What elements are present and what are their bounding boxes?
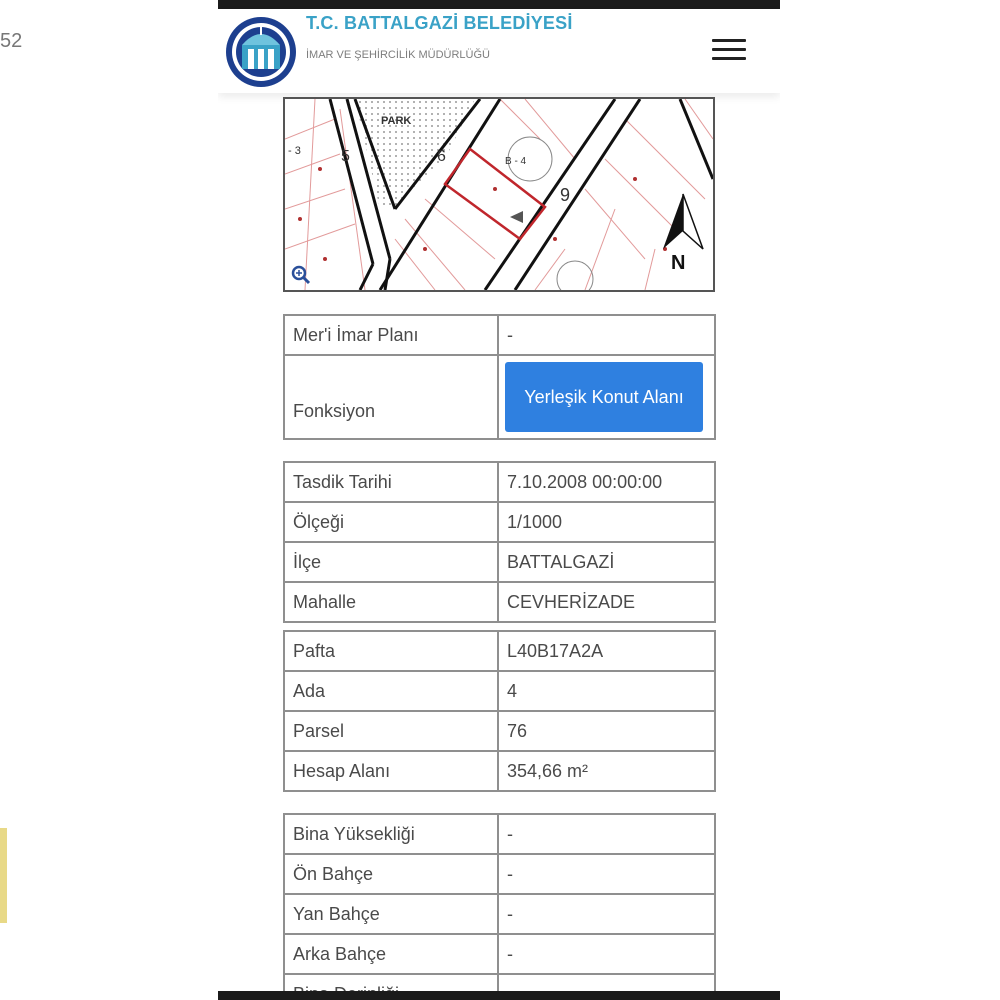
app-header xyxy=(218,9,780,93)
row-label: Hesap Alanı xyxy=(284,751,498,791)
map-label-n: N xyxy=(671,252,686,274)
municipality-logo-icon xyxy=(224,15,298,89)
menu-line xyxy=(712,48,746,51)
row-label: Ölçeği xyxy=(284,502,498,542)
table-row xyxy=(284,631,715,671)
table-row xyxy=(284,934,715,974)
row-label: Ön Bahçe xyxy=(284,854,498,894)
row-value: BATTALGAZİ xyxy=(498,542,715,582)
parcel-table xyxy=(283,630,716,792)
map-label-five: 5 xyxy=(341,148,350,165)
row-label: Ada xyxy=(284,671,498,711)
menu-line xyxy=(712,57,746,60)
plan-table xyxy=(283,314,716,440)
phone-screen xyxy=(218,0,780,1000)
approval-table xyxy=(283,461,716,623)
zoning-map-drawing xyxy=(285,99,713,290)
row-label: Tasdik Tarihi xyxy=(284,462,498,502)
row-value: 1/1000 xyxy=(498,502,715,542)
table-row xyxy=(284,854,715,894)
row-value: - xyxy=(498,814,715,854)
left-decoration xyxy=(0,828,7,923)
table-row xyxy=(284,671,715,711)
row-label: Parsel xyxy=(284,711,498,751)
table-row xyxy=(284,355,715,439)
row-label: Mer'i İmar Planı xyxy=(284,315,498,355)
row-label: Bina Yüksekliği xyxy=(284,814,498,854)
menu-line xyxy=(712,39,746,42)
row-value: L40B17A2A xyxy=(498,631,715,671)
zoning-map[interactable] xyxy=(283,97,715,292)
map-label-three: - 3 xyxy=(288,145,301,157)
row-value: - xyxy=(498,894,715,934)
row-label: Mahalle xyxy=(284,582,498,622)
table-row xyxy=(284,462,715,502)
table-row xyxy=(284,502,715,542)
row-label: İlçe xyxy=(284,542,498,582)
corner-text: 52 xyxy=(0,30,23,52)
row-value: - xyxy=(498,934,715,974)
row-value: 76 xyxy=(498,711,715,751)
map-label-nine: 9 xyxy=(560,185,571,205)
row-value: - xyxy=(498,315,715,355)
row-label: Yan Bahçe xyxy=(284,894,498,934)
table-row xyxy=(284,751,715,791)
map-label-six: 6 xyxy=(437,148,446,165)
hamburger-menu-icon[interactable] xyxy=(712,39,746,63)
row-label: Arka Bahçe xyxy=(284,934,498,974)
table-row xyxy=(284,814,715,854)
row-label: Pafta xyxy=(284,631,498,671)
navigation-bar xyxy=(218,991,780,1000)
org-title: T.C. BATTALGAZİ BELEDİYESİ xyxy=(306,13,573,33)
map-label-park: PARK xyxy=(381,115,412,127)
table-row xyxy=(284,582,715,622)
row-value: CEVHERİZADE xyxy=(498,582,715,622)
org-subtitle: İMAR VE ŞEHİRCİLİK MÜDÜRLÜĞÜ xyxy=(306,49,490,61)
row-value: 354,66 m² xyxy=(498,751,715,791)
row-value: 4 xyxy=(498,671,715,711)
function-button[interactable]: Yerleşik Konut Alanı xyxy=(505,362,703,432)
status-bar xyxy=(218,0,780,9)
row-value: - xyxy=(498,854,715,894)
map-label-b4: B - 4 xyxy=(505,156,527,167)
table-row xyxy=(284,315,715,355)
table-row xyxy=(284,711,715,751)
row-value: 7.10.2008 00:00:00 xyxy=(498,462,715,502)
table-row xyxy=(284,542,715,582)
building-table xyxy=(283,813,716,1000)
table-row xyxy=(284,894,715,934)
row-label: Fonksiyon xyxy=(284,355,498,439)
